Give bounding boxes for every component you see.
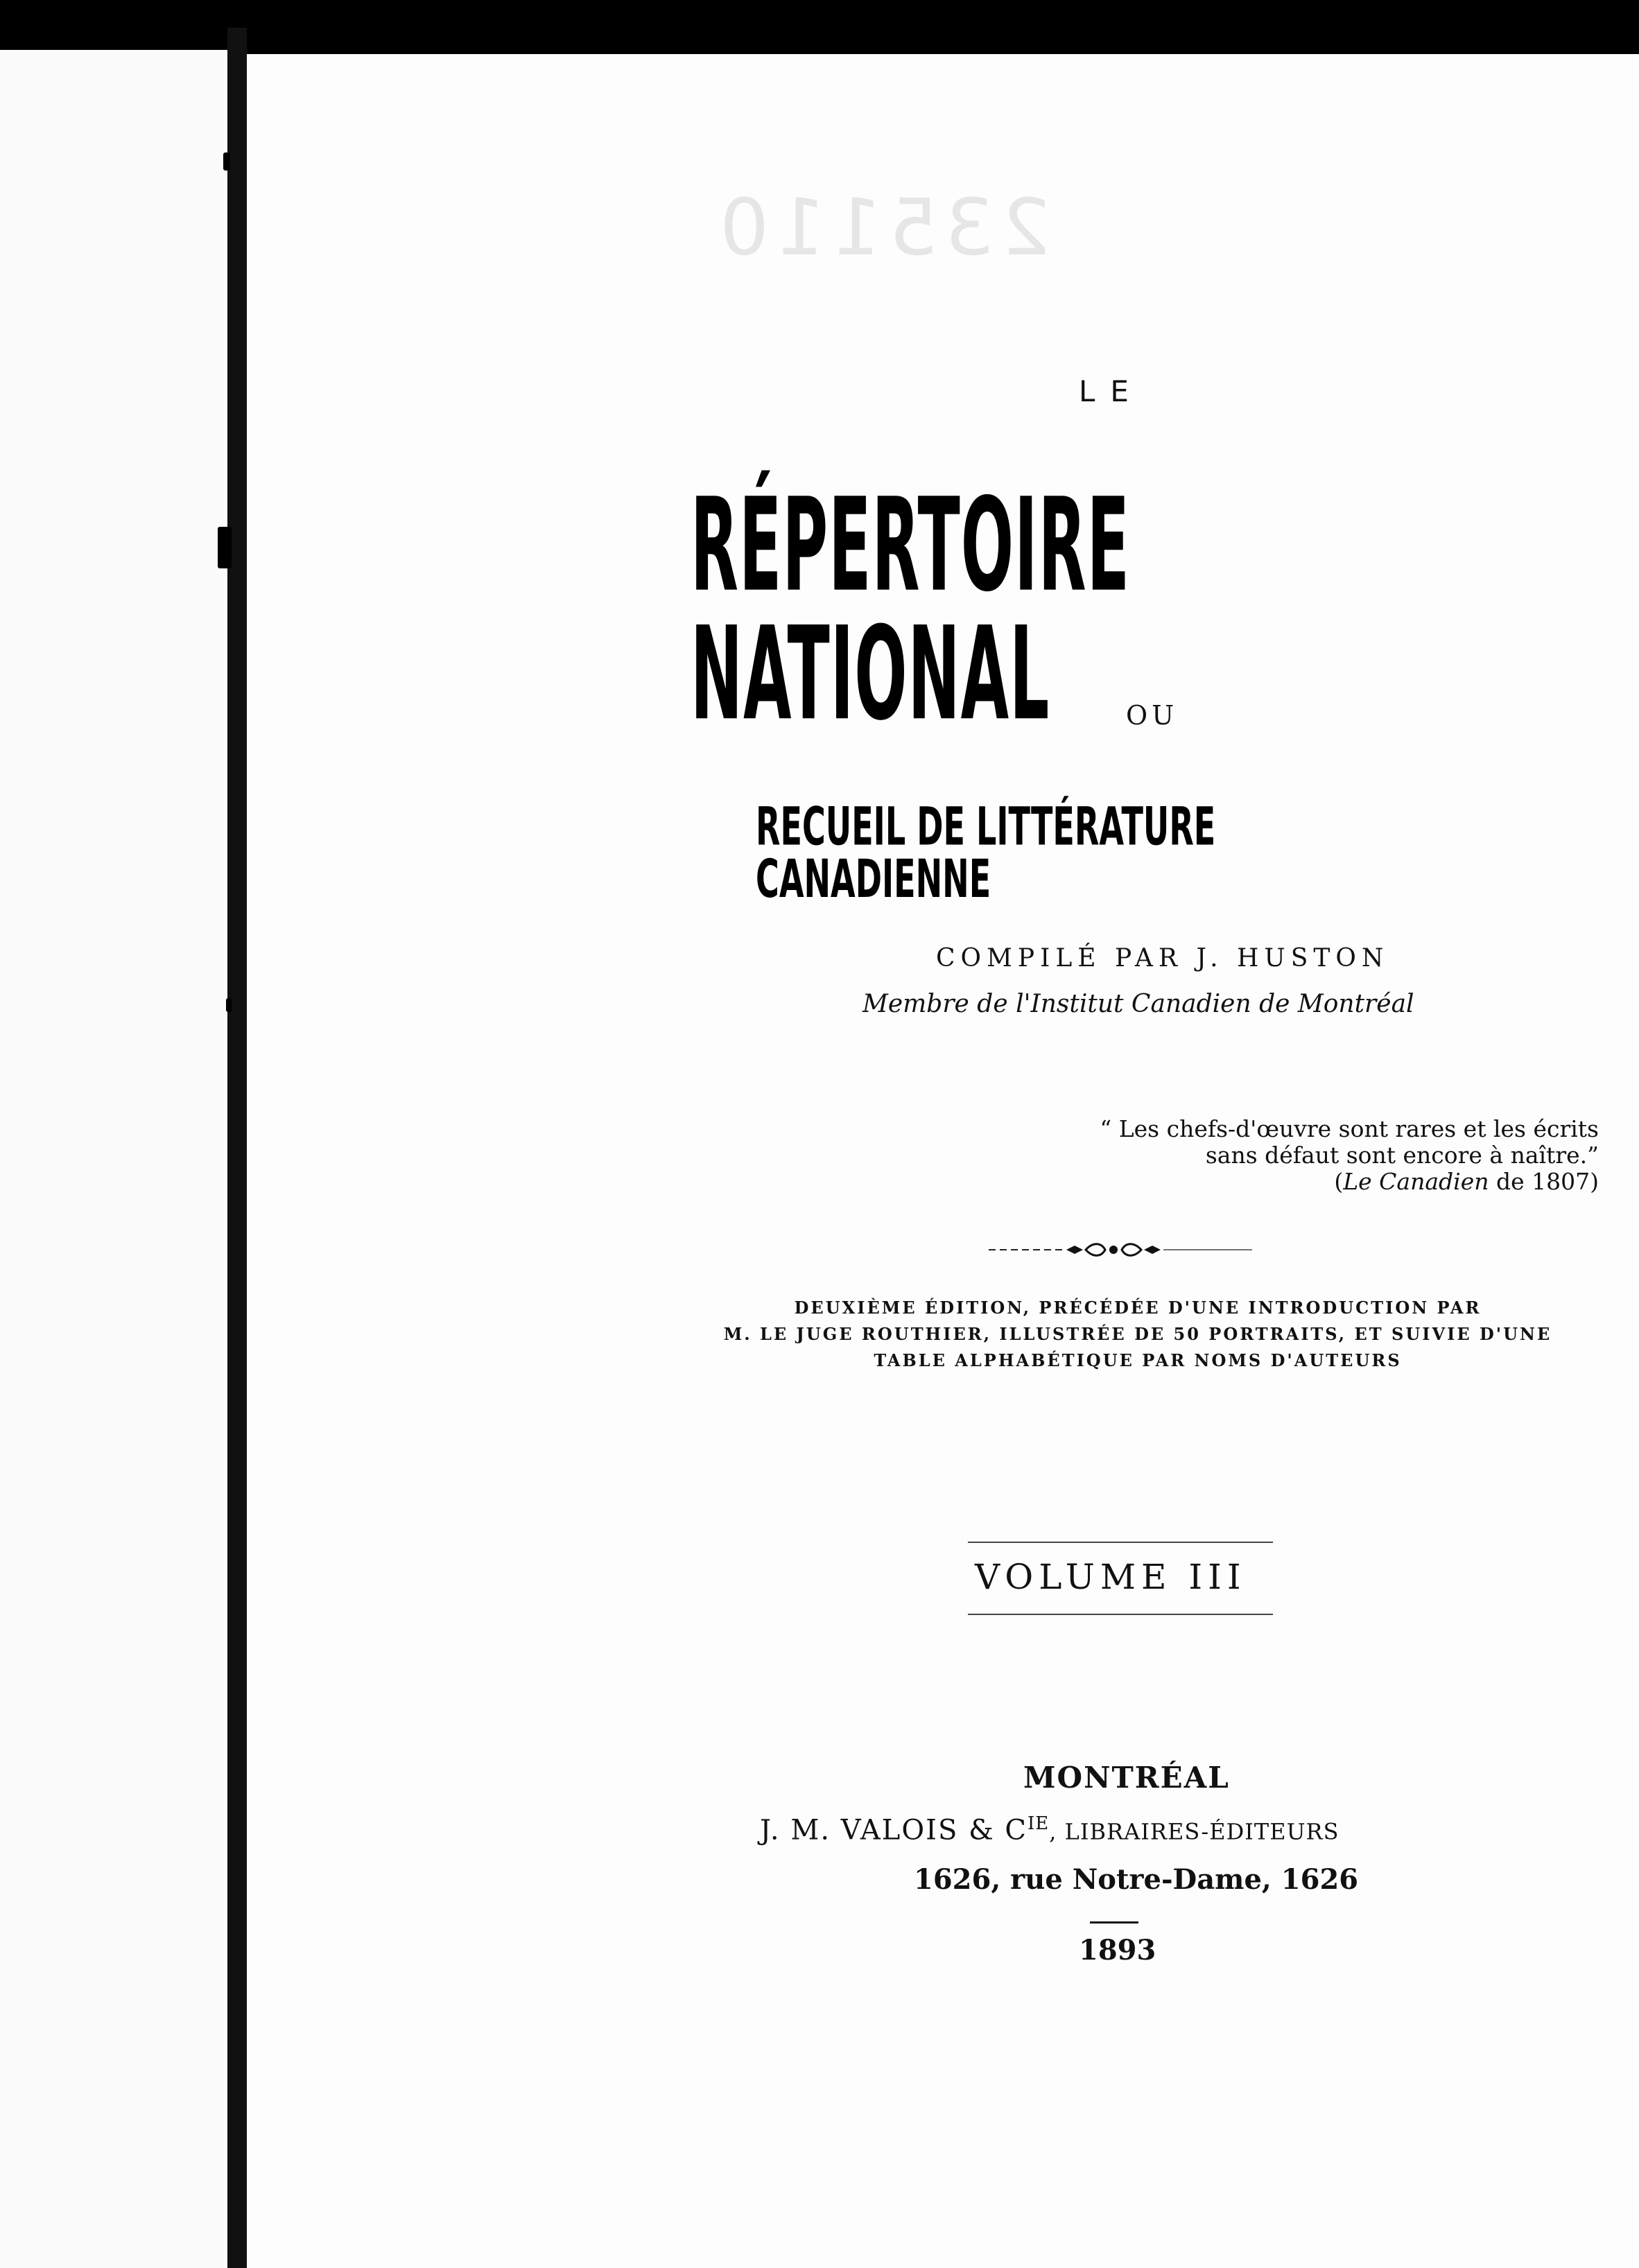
imprint-publisher: J. M. VALOIS & $C^{IE}$, LIBRAIRES-ÉDITEURS <box>760 1813 1339 1847</box>
epigraph-source: (Le Canadien de 1807) <box>1334 1168 1599 1195</box>
library-stamp-mirrored: 235110 <box>713 183 1051 273</box>
volume-number: VOLUME III <box>975 1557 1247 1597</box>
subtitle: RECUEIL DE LITTÉRATURE CANADIENNE <box>756 797 1216 910</box>
left-page-speck <box>226 998 232 1012</box>
imprint-address: 1626, rue Notre-Dame, 1626 <box>914 1863 1359 1896</box>
edition-note <box>677 1295 1599 1374</box>
printer-ornament <box>989 1239 1252 1260</box>
epigraph <box>1044 1116 1599 1195</box>
title-conjunction: OU <box>1126 700 1179 731</box>
compiler-membership: Membre de l'Institut Canadien de Montréal <box>862 990 1414 1018</box>
volume-rule-bottom <box>968 1614 1273 1615</box>
left-page-blank <box>0 50 227 2268</box>
edition-note-line: DEUXIÈME ÉDITION, PRÉCÉDÉE D'UNE INTRODUCTION PAR <box>794 1298 1482 1318</box>
edition-note-line: TABLE ALPHABÉTIQUE PAR NOMS D'AUTEURS <box>874 1350 1402 1370</box>
imprint-year: 1893 <box>1079 1934 1156 1966</box>
main-title: RÉPERTOIRE NATIONAL <box>691 469 1131 749</box>
title-page <box>247 54 1639 2268</box>
compiler-credit: COMPILÉ PAR J. HUSTON <box>936 944 1389 972</box>
epigraph-line: “ Les chefs-d'œuvre sont rares et les écrits <box>1100 1115 1599 1142</box>
edition-note-line: M. LE JUGE ROUTHIER, ILLUSTRÉE DE 50 PORTRAITS, ET SUIVIE D'UNE <box>723 1324 1552 1344</box>
epigraph-line: sans défaut sont encore à naître.” <box>1205 1142 1599 1169</box>
left-page-speck <box>218 527 232 568</box>
book-gutter <box>227 28 247 2268</box>
year-rule <box>1090 1921 1138 1924</box>
left-page-speck <box>223 152 230 171</box>
imprint-city: MONTRÉAL <box>1023 1761 1230 1795</box>
volume-rule-top <box>968 1542 1273 1543</box>
title-article: LE <box>1079 374 1144 408</box>
